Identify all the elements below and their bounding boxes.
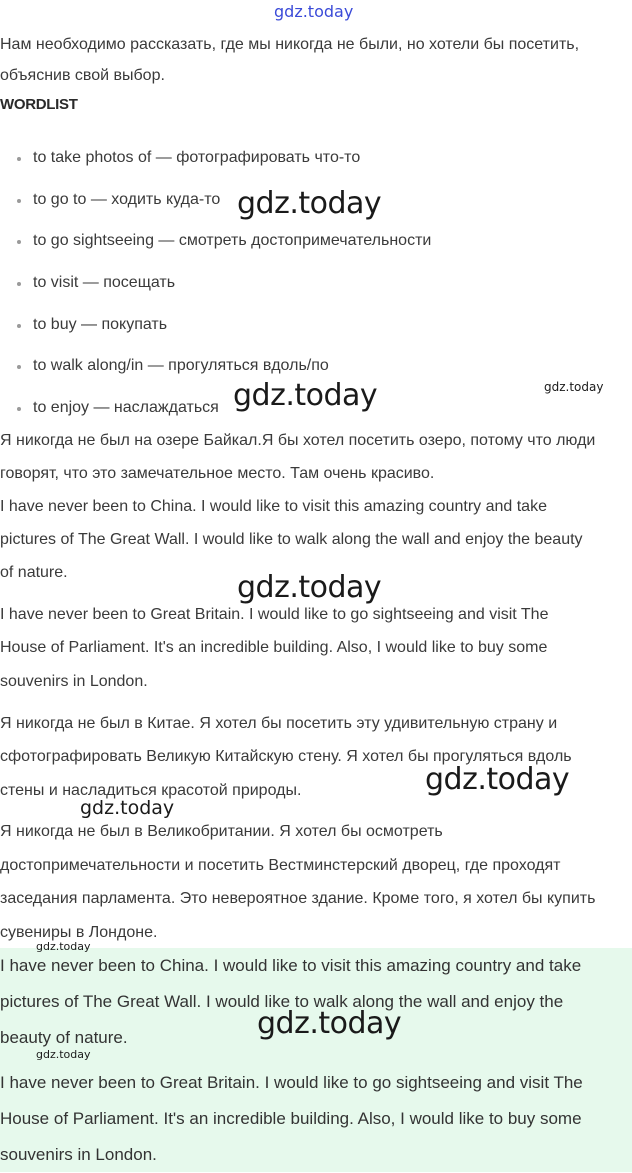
intro-line-2: объяснив свой выбор. <box>0 67 165 84</box>
watermark: gdz.today <box>425 762 570 797</box>
answer-china-line: pictures of The Great Wall. I would like to walk along the wall and enjoy the <box>0 992 564 1011</box>
list-item: to go to — ходить куда-то <box>0 182 431 224</box>
watermark: gdz.today <box>80 797 175 819</box>
paragraph-baikal-line: Я никогда не был на озере Байкал.Я бы хотел посетить озеро, потому что люди <box>0 432 596 449</box>
paragraph-britain-ru-line: достопримечательности и посетить Вестминстерский дворец, где проходят <box>0 857 561 874</box>
watermark: gdz.today <box>36 940 91 953</box>
list-item: to visit — посещать <box>0 265 431 307</box>
paragraph-britain-ru-line: заседания парламента. Это невероятное здание. Кроме того, я хотел бы купить <box>0 890 596 907</box>
paragraph-china-ru-line: стены и насладиться красотой природы. <box>0 782 302 799</box>
paragraph-china-en-line: I have never been to China. I would like to visit this amazing country and take <box>0 498 547 515</box>
answer-britain-line: House of Parliament. It's an incredible building. Also, I would like to buy some <box>0 1109 582 1128</box>
watermark: gdz.today <box>544 380 604 394</box>
paragraph-china-en-line: pictures of The Great Wall. I would like to walk along the wall and enjoy the beauty <box>0 531 583 548</box>
list-item: to walk along/in — прогуляться вдоль/по <box>0 348 431 390</box>
paragraph-china-en-line: of nature. <box>0 564 68 581</box>
watermark: gdz.today <box>237 186 382 221</box>
paragraph-britain-ru-line: сувениры в Лондоне. <box>0 924 158 941</box>
paragraph-china-ru-line: сфотографировать Великую Китайскую стену. Я хотел бы прогуляться вдоль <box>0 748 572 765</box>
answer-britain-line: I have never been to Great Britain. I would like to go sightseeing and visit The <box>0 1073 583 1092</box>
list-item: to buy — покупать <box>0 307 431 349</box>
watermark: gdz.today <box>237 570 382 605</box>
answer-china-line: beauty of nature. <box>0 1028 128 1047</box>
paragraph-britain-en-line: House of Parliament. It's an incredible building. Also, I would like to buy some <box>0 639 548 656</box>
list-item: to take photos of — фотографировать что-то <box>0 140 431 182</box>
paragraph-britain-en-line: I have never been to Great Britain. I would like to go sightseeing and visit The <box>0 606 549 623</box>
list-item: to enjoy — наслаждаться <box>0 390 431 432</box>
watermark: gdz.today <box>257 1006 402 1041</box>
intro-line-1: Нам необходимо рассказать, где мы никогда не были, но хотели бы посетить, <box>0 36 580 53</box>
list-item: to go sightseeing — смотреть достопримечательности <box>0 223 431 265</box>
watermark: gdz.today <box>233 378 378 413</box>
watermark-top: gdz.today <box>274 2 354 21</box>
paragraph-britain-en-line: souvenirs in London. <box>0 673 148 690</box>
answer-britain-line: souvenirs in London. <box>0 1145 157 1164</box>
answer-china-line: I have never been to China. I would like to visit this amazing country and take <box>0 956 582 975</box>
wordlist-heading: WORDLIST <box>0 96 78 113</box>
watermark: gdz.today <box>36 1048 91 1061</box>
paragraph-britain-ru-line: Я никогда не был в Великобритании. Я хотел бы осмотреть <box>0 823 443 840</box>
paragraph-china-ru-line: Я никогда не был в Китае. Я хотел бы посетить эту удивительную страну и <box>0 715 558 732</box>
paragraph-baikal-line: говорят, что это замечательное место. Там очень красиво. <box>0 465 435 482</box>
